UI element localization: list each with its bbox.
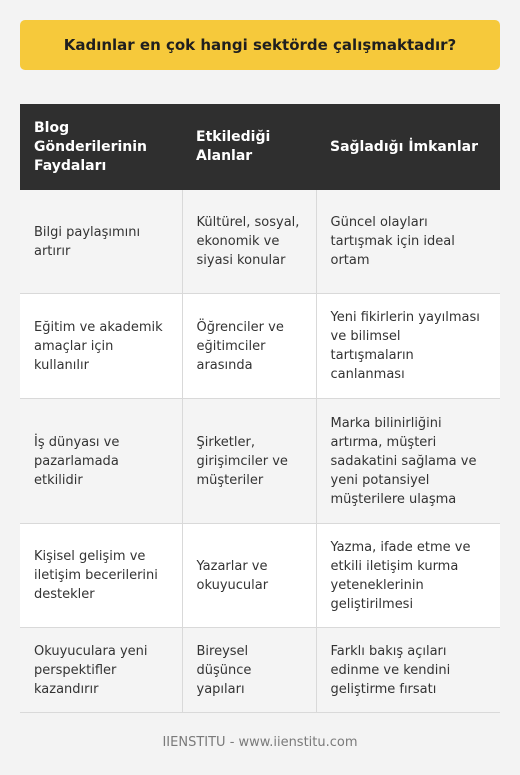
header-benefits: Blog Gönderilerinin Faydaları [20, 104, 182, 190]
table-cell: İş dünyası ve pazarlamada etkilidir [20, 399, 182, 524]
table-cell: Marka bilinirliğini artırma, müşteri sadakatini sağlama ve yeni potansiyel müşterilere ulaşma [316, 399, 500, 524]
page-title: Kadınlar en çok hangi sektörde çalışmaktadır? [63, 36, 457, 54]
table-cell: Eğitim ve akademik amaçlar için kullanılır [20, 294, 182, 399]
table-row [20, 524, 500, 628]
table-cell: Yazma, ifade etme ve etkili iletişim kurma yeteneklerinin geliştirilmesi [316, 524, 500, 628]
header-opportunities: Sağladığı İmkanlar [316, 104, 500, 190]
table-cell: Kişisel gelişim ve iletişim becerilerini destekler [20, 524, 182, 628]
table-cell: Kültürel, sosyal, ekonomik ve siyasi konular [182, 190, 316, 294]
table-cell: Farklı bakış açıları edinme ve kendini geliştirme fırsatı [316, 628, 500, 713]
table-cell: Okuyuculara yeni perspektifler kazandırır [20, 628, 182, 713]
benefits-table [20, 104, 500, 713]
table-cell: Öğrenciler ve eğitimciler arasında [182, 294, 316, 399]
table-header-row [20, 104, 500, 190]
table-cell: Yeni fikirlerin yayılması ve bilimsel tartışmaların canlanması [316, 294, 500, 399]
table-cell: Bireysel düşünce yapıları [182, 628, 316, 713]
footer-credit: IIENSTITU - www.iienstitu.com [162, 735, 358, 750]
table-cell: Yazarlar ve okuyucular [182, 524, 316, 628]
table-cell: Şirketler, girişimciler ve müşteriler [182, 399, 316, 524]
title-banner [20, 20, 500, 70]
table-cell: Güncel olayları tartışmak için ideal ortam [316, 190, 500, 294]
table-row [20, 399, 500, 524]
table-row [20, 294, 500, 399]
table-cell: Bilgi paylaşımını artırır [20, 190, 182, 294]
table-row [20, 628, 500, 713]
table-row [20, 190, 500, 294]
header-areas: Etkilediği Alanlar [182, 104, 316, 190]
